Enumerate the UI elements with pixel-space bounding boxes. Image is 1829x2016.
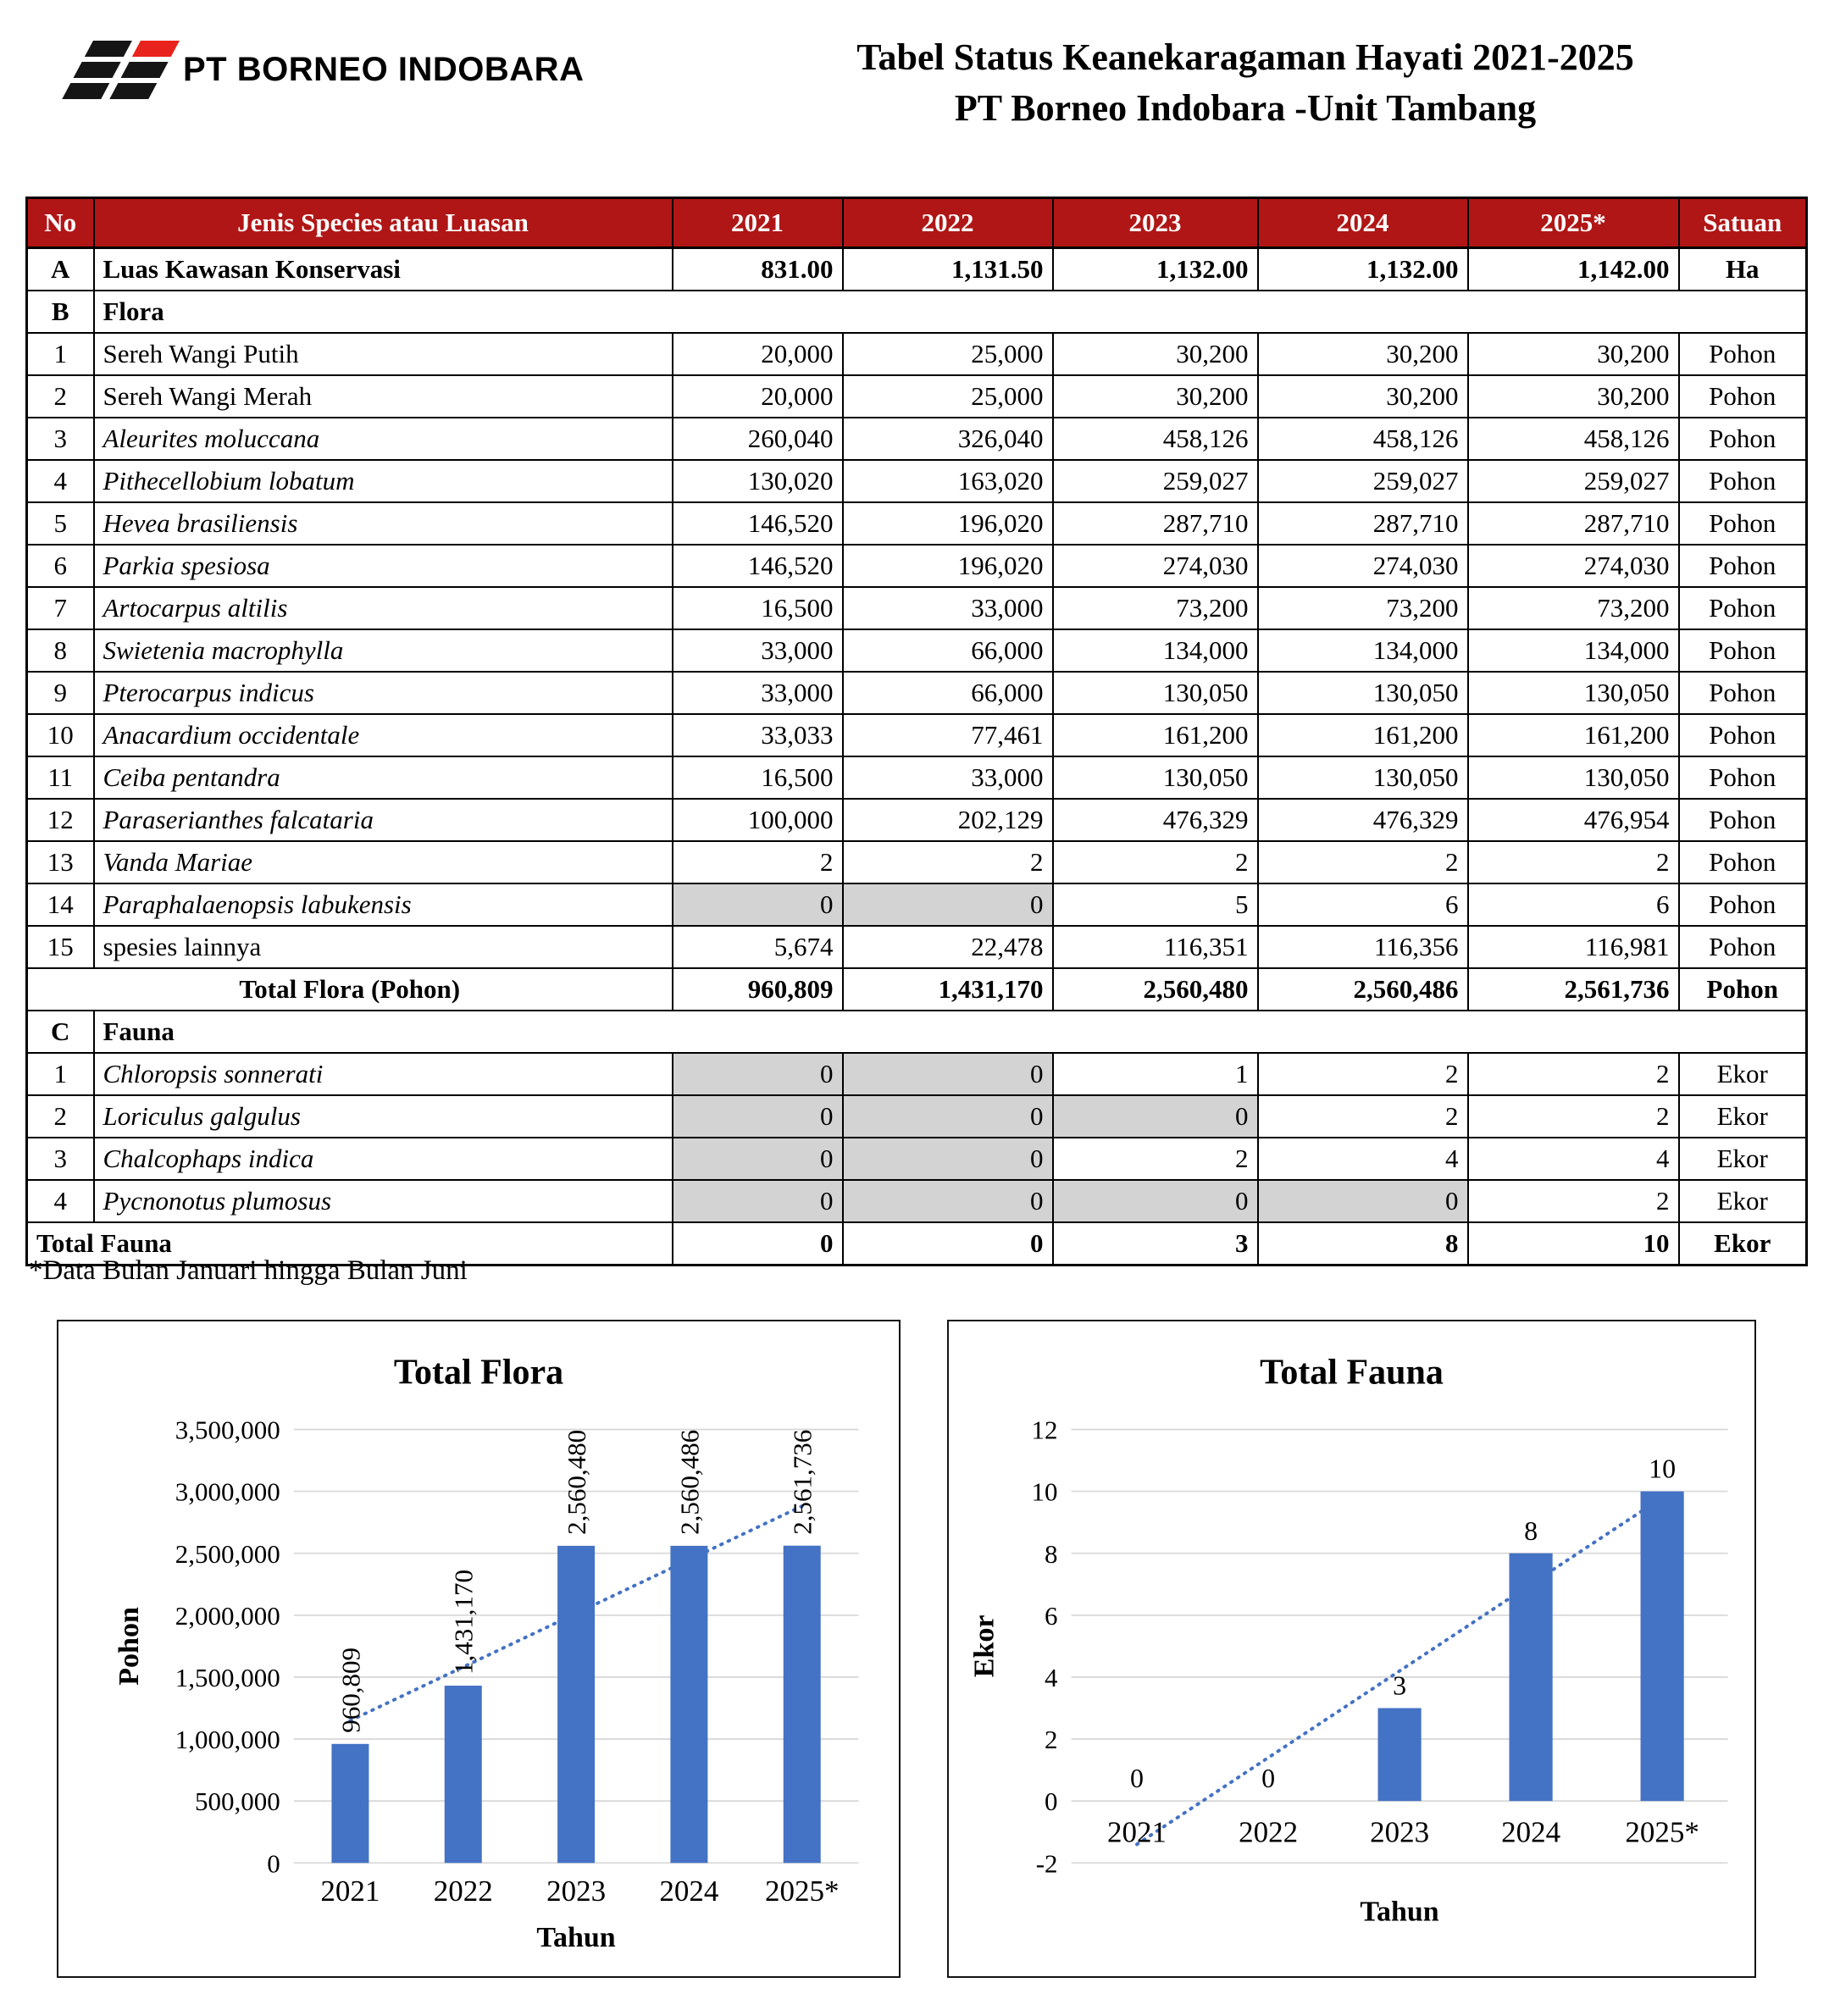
page-title <box>805 32 1686 134</box>
total-value: 0 <box>843 1222 1053 1266</box>
species-name: Hevea brasiliensis <box>94 502 673 545</box>
row-number: 9 <box>27 672 94 714</box>
company-name: PT BORNEO INDOBARA <box>183 51 585 88</box>
total-unit: Pohon <box>1679 968 1807 1011</box>
species-name: Swietenia macrophylla <box>94 629 673 672</box>
y-tick-label: 0 <box>1045 1786 1058 1817</box>
year-value: 6 <box>1468 883 1679 926</box>
year-value: 30,200 <box>1258 333 1468 375</box>
species-name: Chalcophaps indica <box>94 1138 673 1180</box>
year-value: 2 <box>1258 1053 1468 1095</box>
unit-value: Pohon <box>1679 629 1807 672</box>
year-value: 0 <box>673 1180 843 1222</box>
year-value: 66,000 <box>843 672 1053 714</box>
year-value: 260,040 <box>673 418 843 460</box>
year-value: 287,710 <box>1053 502 1258 545</box>
year-value: 0 <box>1053 1180 1258 1222</box>
row-number: 1 <box>27 1053 94 1095</box>
bar-value-label: 960,809 <box>335 1648 366 1733</box>
y-tick-label: 2,000,000 <box>175 1600 280 1631</box>
table-row <box>27 587 1807 629</box>
year-value: 146,520 <box>673 502 843 545</box>
total-flora-chart <box>57 1320 901 1978</box>
year-value: 20,000 <box>673 375 843 418</box>
unit-value: Pohon <box>1679 375 1807 418</box>
year-value: 73,200 <box>1468 587 1679 629</box>
species-name: Paraphalaenopsis labukensis <box>94 883 673 926</box>
bar <box>1510 1554 1553 1801</box>
total-value: 8 <box>1258 1222 1468 1266</box>
year-value: 1,131.50 <box>843 248 1053 291</box>
total-label: Total Fauna <box>27 1222 673 1266</box>
year-value: 2 <box>1053 841 1258 883</box>
year-value: 1,132.00 <box>1258 248 1468 291</box>
row-number: 13 <box>27 841 94 883</box>
table-row <box>27 629 1807 672</box>
year-value: 0 <box>843 1138 1053 1180</box>
logo-tile <box>132 41 180 57</box>
year-value: 161,200 <box>1258 714 1468 756</box>
species-name: Vanda Mariae <box>94 841 673 883</box>
logo-tile <box>121 62 169 78</box>
x-category-label: 2022 <box>433 1875 493 1908</box>
row-number: 12 <box>27 799 94 841</box>
row-number: 7 <box>27 587 94 629</box>
year-value: 33,033 <box>673 714 843 756</box>
species-name: Luas Kawasan Konservasi <box>94 248 673 291</box>
total-value: 2,560,486 <box>1258 968 1468 1011</box>
year-value: 0 <box>843 1095 1053 1138</box>
unit-value: Ekor <box>1679 1180 1807 1222</box>
year-value: 77,461 <box>843 714 1053 756</box>
year-value: 0 <box>843 1053 1053 1095</box>
year-value: 458,126 <box>1468 418 1679 460</box>
species-name: Paraserianthes falcataria <box>94 799 673 841</box>
logo-tile-row <box>74 62 169 78</box>
year-value: 274,030 <box>1258 545 1468 587</box>
y-tick-label: 10 <box>1031 1476 1058 1507</box>
year-value: 458,126 <box>1053 418 1258 460</box>
row-number: 2 <box>27 375 94 418</box>
year-value: 130,050 <box>1053 756 1258 799</box>
year-value: 163,020 <box>843 460 1053 502</box>
year-value: 116,351 <box>1053 926 1258 968</box>
year-value: 5 <box>1053 883 1258 926</box>
year-value: 130,050 <box>1053 672 1258 714</box>
col-header-no: No <box>27 198 94 248</box>
year-value: 259,027 <box>1258 460 1468 502</box>
species-name: Ceiba pentandra <box>94 756 673 799</box>
y-tick-label: 8 <box>1045 1538 1058 1569</box>
table-row <box>27 333 1807 375</box>
y-axis-title: Ekor <box>968 1614 1000 1678</box>
logo-tile <box>85 41 132 57</box>
logo-tile-row <box>62 83 157 99</box>
year-value: 831.00 <box>673 248 843 291</box>
year-value: 5,674 <box>673 926 843 968</box>
year-value: 1 <box>1053 1053 1258 1095</box>
row-number: 3 <box>27 1138 94 1180</box>
total-unit: Ekor <box>1679 1222 1807 1266</box>
x-axis-title: Tahun <box>536 1922 616 1954</box>
year-value: 2 <box>673 841 843 883</box>
total-value: 3 <box>1053 1222 1258 1266</box>
year-value: 134,000 <box>1053 629 1258 672</box>
x-category-label: 2025* <box>764 1875 840 1908</box>
year-value: 259,027 <box>1468 460 1679 502</box>
bar <box>331 1744 369 1863</box>
unit-value: Pohon <box>1679 418 1807 460</box>
year-value: 0 <box>673 883 843 926</box>
year-value: 2 <box>1468 1095 1679 1138</box>
bar-value-label: 2,560,486 <box>674 1429 705 1535</box>
table-row <box>27 1138 1807 1180</box>
y-tick-label: 500,000 <box>195 1786 280 1817</box>
x-category-label: 2024 <box>659 1875 719 1908</box>
bar-value-label: 3 <box>1393 1670 1407 1701</box>
unit-value: Pohon <box>1679 587 1807 629</box>
col-header-2021: 2021 <box>673 198 843 248</box>
year-value: 0 <box>673 1095 843 1138</box>
year-value: 25,000 <box>843 375 1053 418</box>
year-value: 25,000 <box>843 333 1053 375</box>
y-tick-label: 2 <box>1045 1725 1058 1755</box>
year-value: 30,200 <box>1258 375 1468 418</box>
year-value: 287,710 <box>1468 502 1679 545</box>
year-value: 274,030 <box>1468 545 1679 587</box>
biodiversity-table <box>25 197 1808 1266</box>
year-value: 161,200 <box>1053 714 1258 756</box>
unit-value: Ekor <box>1679 1053 1807 1095</box>
year-value: 259,027 <box>1053 460 1258 502</box>
year-value: 33,000 <box>843 587 1053 629</box>
section-title: Fauna <box>94 1011 1807 1053</box>
row-number: 14 <box>27 883 94 926</box>
species-name: Sereh Wangi Merah <box>94 375 673 418</box>
bar <box>784 1546 821 1864</box>
x-category-label: 2023 <box>546 1875 607 1908</box>
footnote: *Data Bulan Januari hingga Bulan Juni <box>29 1255 468 1286</box>
row-number: 10 <box>27 714 94 756</box>
year-value: 2 <box>1468 841 1679 883</box>
table-row <box>27 714 1807 756</box>
year-value: 0 <box>843 1180 1053 1222</box>
year-value: 2 <box>1468 1180 1679 1222</box>
unit-value: Pohon <box>1679 714 1807 756</box>
species-name: spesies lainnya <box>94 926 673 968</box>
unit-value: Pohon <box>1679 799 1807 841</box>
year-value: 161,200 <box>1468 714 1679 756</box>
year-value: 116,356 <box>1258 926 1468 968</box>
x-category-label: 2021 <box>320 1875 380 1908</box>
year-value: 0 <box>843 883 1053 926</box>
bar <box>557 1546 595 1863</box>
y-tick-label: 12 <box>1031 1415 1058 1445</box>
table-row <box>27 291 1807 333</box>
year-value: 2 <box>1053 1138 1258 1180</box>
year-value: 476,329 <box>1053 799 1258 841</box>
chart-title: Total Flora <box>393 1353 564 1393</box>
row-number: 4 <box>27 460 94 502</box>
year-value: 2 <box>843 841 1053 883</box>
year-value: 16,500 <box>673 756 843 799</box>
section-title: Flora <box>94 291 1807 333</box>
table-row <box>27 883 1807 926</box>
year-value: 146,520 <box>673 545 843 587</box>
x-axis-title: Tahun <box>1360 1896 1439 1928</box>
table-row <box>27 1053 1807 1095</box>
bar-value-label: 2,561,736 <box>787 1429 818 1535</box>
row-number: 11 <box>27 756 94 799</box>
unit-value: Pohon <box>1679 883 1807 926</box>
row-letter: B <box>27 291 94 333</box>
year-value: 1,132.00 <box>1053 248 1258 291</box>
species-name: Loriculus galgulus <box>94 1095 673 1138</box>
species-name: Parkia spesiosa <box>94 545 673 587</box>
row-number: 8 <box>27 629 94 672</box>
row-letter: C <box>27 1011 94 1053</box>
y-tick-label: 0 <box>267 1848 280 1879</box>
row-number: 15 <box>27 926 94 968</box>
unit-value: Ekor <box>1679 1095 1807 1138</box>
species-name: Pycnonotus plumosus <box>94 1180 673 1222</box>
company-logo-icon <box>59 41 180 104</box>
year-value: 4 <box>1468 1138 1679 1180</box>
bar-value-label: 8 <box>1524 1515 1538 1546</box>
year-value: 130,050 <box>1258 672 1468 714</box>
table-row <box>27 248 1807 291</box>
table-row <box>27 1011 1807 1053</box>
year-value: 20,000 <box>673 333 843 375</box>
table-row <box>27 841 1807 883</box>
year-value: 202,129 <box>843 799 1053 841</box>
year-value: 196,020 <box>843 502 1053 545</box>
year-value: 274,030 <box>1053 545 1258 587</box>
year-value: 134,000 <box>1258 629 1468 672</box>
year-value: 196,020 <box>843 545 1053 587</box>
year-value: 30,200 <box>1468 333 1679 375</box>
chart-title: Total Fauna <box>1260 1353 1444 1393</box>
bar <box>1641 1492 1684 1802</box>
year-value: 130,050 <box>1258 756 1468 799</box>
species-name: Chloropsis sonnerati <box>94 1053 673 1095</box>
bar-value-label: 0 <box>1261 1763 1276 1794</box>
table-row <box>27 545 1807 587</box>
year-value: 116,981 <box>1468 926 1679 968</box>
unit-value: Pohon <box>1679 460 1807 502</box>
col-header-species: Jenis Species atau Luasan <box>94 198 673 248</box>
unit-value: Pohon <box>1679 502 1807 545</box>
table-row <box>27 672 1807 714</box>
unit-value: Pohon <box>1679 672 1807 714</box>
unit-value: Ha <box>1679 248 1807 291</box>
year-value: 476,954 <box>1468 799 1679 841</box>
y-tick-label: 1,500,000 <box>175 1662 280 1692</box>
year-value: 73,200 <box>1053 587 1258 629</box>
total-value: 2,560,480 <box>1053 968 1258 1011</box>
year-value: 66,000 <box>843 629 1053 672</box>
year-value: 30,200 <box>1468 375 1679 418</box>
bar-value-label: 1,431,170 <box>448 1570 479 1675</box>
species-name: Sereh Wangi Putih <box>94 333 673 375</box>
unit-value: Pohon <box>1679 926 1807 968</box>
year-value: 458,126 <box>1258 418 1468 460</box>
total-value: 0 <box>673 1222 843 1266</box>
total-value: 960,809 <box>673 968 843 1011</box>
page-title-line2: PT Borneo Indobara -Unit Tambang <box>954 87 1537 129</box>
year-value: 130,050 <box>1468 672 1679 714</box>
year-value: 2 <box>1258 841 1468 883</box>
year-value: 0 <box>1053 1095 1258 1138</box>
year-value: 1,142.00 <box>1468 248 1679 291</box>
y-tick-label: 6 <box>1045 1600 1058 1631</box>
x-category-label: 2022 <box>1239 1815 1299 1849</box>
year-value: 30,200 <box>1053 333 1258 375</box>
year-value: 130,020 <box>673 460 843 502</box>
x-category-label: 2023 <box>1370 1815 1430 1849</box>
y-tick-label: 4 <box>1045 1662 1058 1692</box>
year-value: 22,478 <box>843 926 1053 968</box>
table-row <box>27 756 1807 799</box>
bar-value-label: 2,560,480 <box>562 1429 592 1535</box>
year-value: 134,000 <box>1468 629 1679 672</box>
row-number: 4 <box>27 1180 94 1222</box>
year-value: 326,040 <box>843 418 1053 460</box>
unit-value: Pohon <box>1679 841 1807 883</box>
bar <box>670 1546 707 1863</box>
table-row <box>27 502 1807 545</box>
y-tick-label: -2 <box>1035 1848 1058 1879</box>
unit-value: Pohon <box>1679 545 1807 587</box>
table-row <box>27 418 1807 460</box>
table-row <box>27 375 1807 418</box>
table-row <box>27 460 1807 502</box>
year-value: 130,050 <box>1468 756 1679 799</box>
year-value: 73,200 <box>1258 587 1468 629</box>
row-number: 1 <box>27 333 94 375</box>
table-row <box>27 926 1807 968</box>
year-value: 2 <box>1468 1053 1679 1095</box>
year-value: 6 <box>1258 883 1468 926</box>
unit-value: Pohon <box>1679 333 1807 375</box>
y-tick-label: 2,500,000 <box>175 1538 280 1569</box>
total-label: Total Flora (Pohon) <box>27 968 673 1011</box>
table-row <box>27 799 1807 841</box>
y-axis-title: Pohon <box>114 1607 146 1686</box>
row-number: A <box>27 248 94 291</box>
x-category-label: 2024 <box>1501 1815 1561 1849</box>
logo-tile <box>109 83 157 99</box>
year-value: 100,000 <box>673 799 843 841</box>
col-header-2024: 2024 <box>1258 198 1468 248</box>
row-number: 3 <box>27 418 94 460</box>
logo-tile <box>74 62 121 78</box>
species-name: Anacardium occidentale <box>94 714 673 756</box>
year-value: 0 <box>673 1053 843 1095</box>
year-value: 33,000 <box>673 672 843 714</box>
col-header-2023: 2023 <box>1053 198 1258 248</box>
year-value: 33,000 <box>673 629 843 672</box>
year-value: 33,000 <box>843 756 1053 799</box>
page-title-line1: Tabel Status Keanekaragaman Hayati 2021-2025 <box>856 36 1634 78</box>
bar-value-label: 0 <box>1130 1763 1145 1794</box>
bar-value-label: 10 <box>1649 1453 1677 1484</box>
table-row <box>27 968 1807 1011</box>
year-value: 2 <box>1258 1095 1468 1138</box>
bar <box>445 1686 482 1863</box>
year-value: 30,200 <box>1053 375 1258 418</box>
logo-tile <box>62 83 109 99</box>
col-header-satuan: Satuan <box>1679 198 1807 248</box>
bar <box>1378 1709 1422 1802</box>
species-name: Pithecellobium lobatum <box>94 460 673 502</box>
row-number: 2 <box>27 1095 94 1138</box>
row-number: 6 <box>27 545 94 587</box>
unit-value: Pohon <box>1679 756 1807 799</box>
table-row <box>27 1095 1807 1138</box>
year-value: 4 <box>1258 1138 1468 1180</box>
table-header-row <box>27 198 1807 248</box>
col-header-2022: 2022 <box>843 198 1053 248</box>
species-name: Aleurites moluccana <box>94 418 673 460</box>
year-value: 476,329 <box>1258 799 1468 841</box>
table-row <box>27 1180 1807 1222</box>
col-header-2025: 2025* <box>1468 198 1679 248</box>
total-fauna-chart <box>947 1320 1756 1978</box>
species-name: Pterocarpus indicus <box>94 672 673 714</box>
year-value: 287,710 <box>1258 502 1468 545</box>
unit-value: Ekor <box>1679 1138 1807 1180</box>
year-value: 16,500 <box>673 587 843 629</box>
x-category-label: 2025* <box>1625 1815 1699 1849</box>
row-number: 5 <box>27 502 94 545</box>
total-value: 1,431,170 <box>843 968 1053 1011</box>
total-value: 10 <box>1468 1222 1679 1266</box>
y-tick-label: 3,000,000 <box>175 1476 280 1507</box>
year-value: 0 <box>673 1138 843 1180</box>
year-value: 0 <box>1258 1180 1468 1222</box>
species-name: Artocarpus altilis <box>94 587 673 629</box>
y-tick-label: 1,000,000 <box>175 1725 280 1755</box>
total-value: 2,561,736 <box>1468 968 1679 1011</box>
x-category-label: 2021 <box>1107 1815 1167 1849</box>
table-body <box>27 248 1807 1266</box>
logo-tile-row <box>85 41 180 57</box>
y-tick-label: 3,500,000 <box>175 1415 280 1445</box>
